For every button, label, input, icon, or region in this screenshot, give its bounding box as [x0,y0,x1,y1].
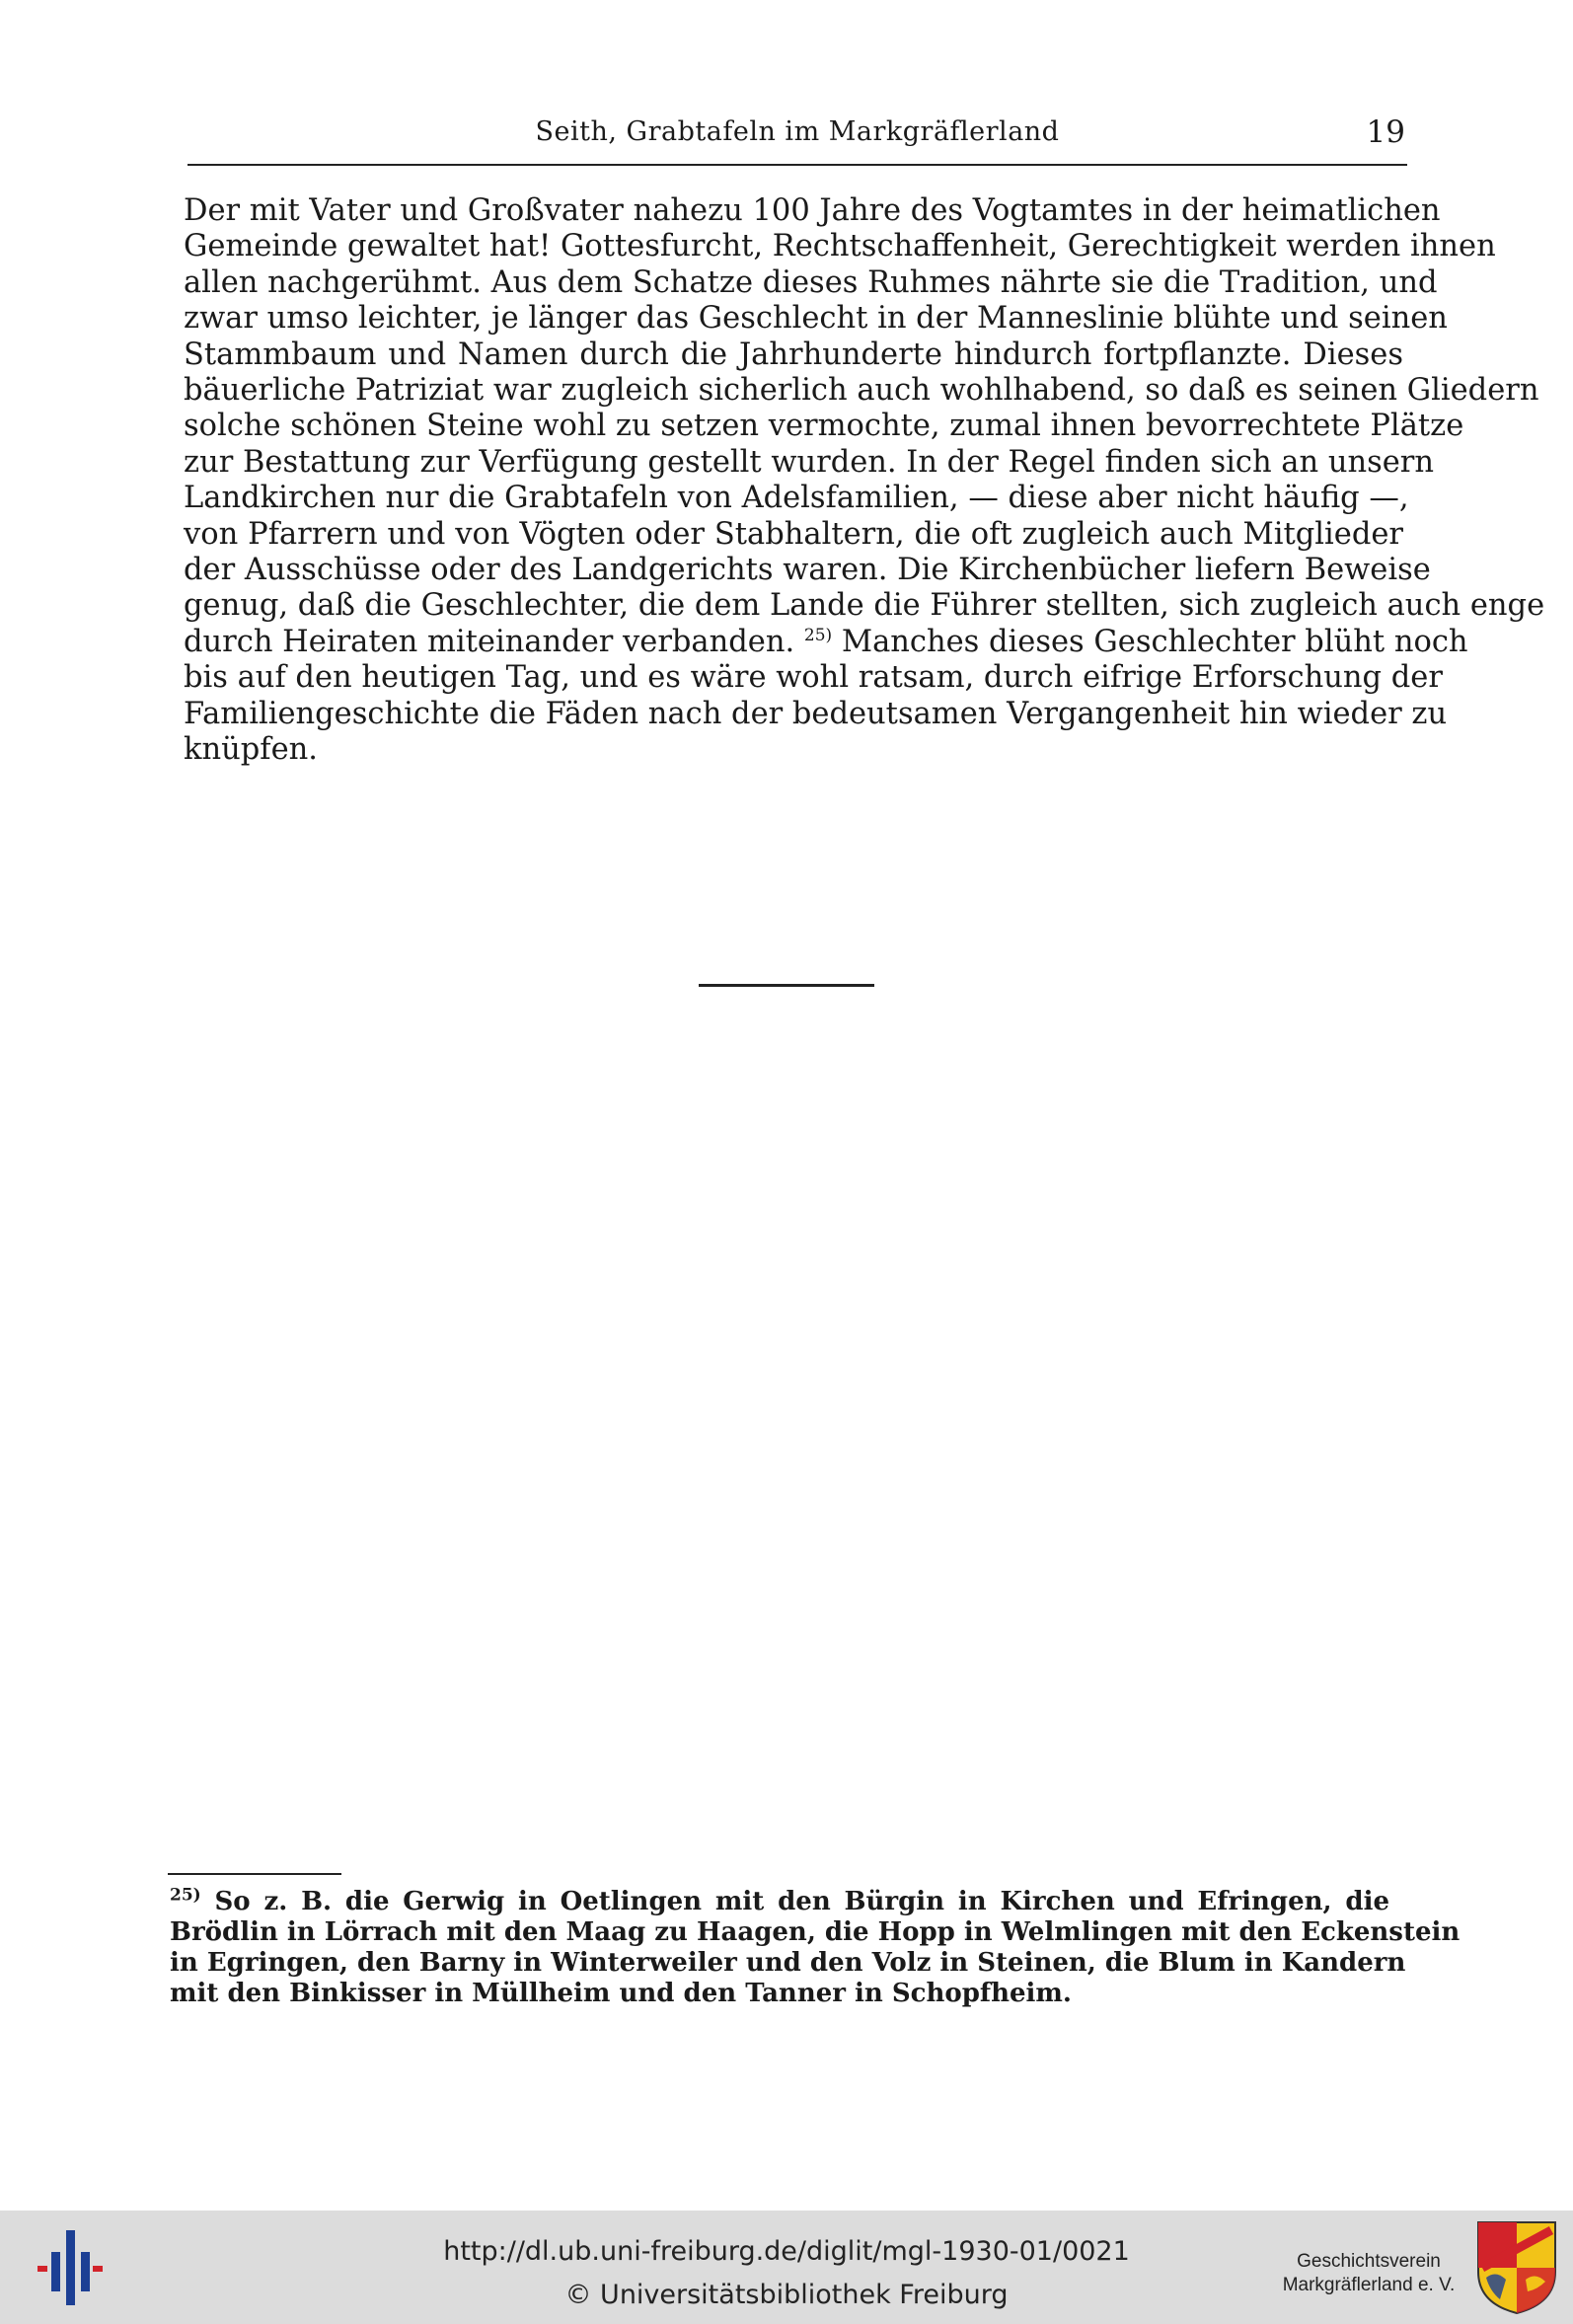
body-line: zur Bestattung zur Verfügung gestellt wurden. In der Regel finden sich an unsern [184,444,1435,480]
society-name[interactable] [1259,2250,1478,2297]
page-number: 19 [1366,114,1405,150]
footnote-line: in Egringen, den Barny in Winterweiler und den Volz in Steinen, die Blum in Kandern [170,1948,1406,1978]
body-line: allen nachgerühmt. Aus dem Schatze dieses Ruhmes nährte sie die Tradition, und [184,264,1438,300]
body-line: knüpfen. [184,732,318,768]
section-end-rule [699,984,874,987]
body-line: Der mit Vater und Großvater nahezu 100 Jahre des Vogtamtes in der heimatlichen [184,193,1441,228]
body-paragraph [184,193,1545,769]
coat-of-arms-icon[interactable] [1476,2220,1557,2315]
body-line: der Ausschüsse oder des Landgerichts waren. Die Kirchenbücher liefern Beweise [184,553,1431,588]
footnote-line [170,1887,1389,1917]
body-line: genug, daß die Geschlechter, die dem Lande die Führer stellten, sich zugleich auch enge [184,588,1545,624]
footnote-line: Brödlin in Lörrach mit den Maag zu Haagen, die Hopp in Welmlingen mit den Eckenstein [170,1917,1461,1947]
body-line-text: Manches dieses Geschlechter blüht noch [841,624,1468,659]
footnote-reference[interactable]: 25) [803,625,833,645]
footnote-separator [168,1873,341,1875]
running-head [187,111,1407,166]
running-title: Seith, Grabtafeln im Markgräflerland [535,116,1060,147]
society-name-line: Geschichtsverein [1297,2251,1441,2272]
body-line: Gemeinde gewaltet hat! Gottesfurcht, Rechtschaffenheit, Gerechtigkeit werden ihnen [184,229,1496,264]
footer-url-link[interactable]: http://dl.ub.uni-freiburg.de/diglit/mgl-1930-01/0021 [443,2236,1130,2267]
body-line: Landkirchen nur die Grabtafeln von Adelsfamilien, — diese aber nicht häufig —, [184,481,1409,516]
footnote [170,1885,1461,2009]
footer-copyright: © Universitätsbibliothek Freiburg [564,2280,1009,2310]
footnote-line: mit den Binkisser in Müllheim und den Tanner in Schopfheim. [170,1979,1072,2008]
body-line: zwar umso leichter, je länger das Geschlecht in der Manneslinie blühte und seinen [184,301,1448,337]
body-line: von Pfarrern und von Vögten oder Stabhaltern, die oft zugleich auch Mitglieder [184,516,1403,552]
body-line: bäuerliche Patriziat war zugleich sicherlich auch wohlhabend, so daß es seinen Gliedern [184,373,1539,409]
viewer-footer [0,2211,1573,2324]
body-line [184,624,1468,660]
body-line: bis auf den heutigen Tag, und es wäre wohl ratsam, durch eifrige Erforschung der [184,660,1443,696]
society-name-line: Markgräflerland e. V. [1282,2275,1456,2295]
footnote-line-text: So z. B. die Gerwig in Oetlingen mit den Bürgin in Kirchen und Efringen, die [214,1887,1389,1916]
body-line: Familiengeschichte die Fäden nach der bedeutsamen Vergangenheit hin wieder zu [184,696,1448,731]
body-line: solche schönen Steine wohl zu setzen vermochte, zumal ihnen bevorrechtete Plätze [184,409,1464,444]
body-line-text: durch Heiraten miteinander verbanden. [184,624,795,659]
body-line: Stammbaum und Namen durch die Jahrhunderte hindurch fortpflanzte. Dieses [184,337,1403,372]
footnote-marker: 25) [170,1885,201,1906]
